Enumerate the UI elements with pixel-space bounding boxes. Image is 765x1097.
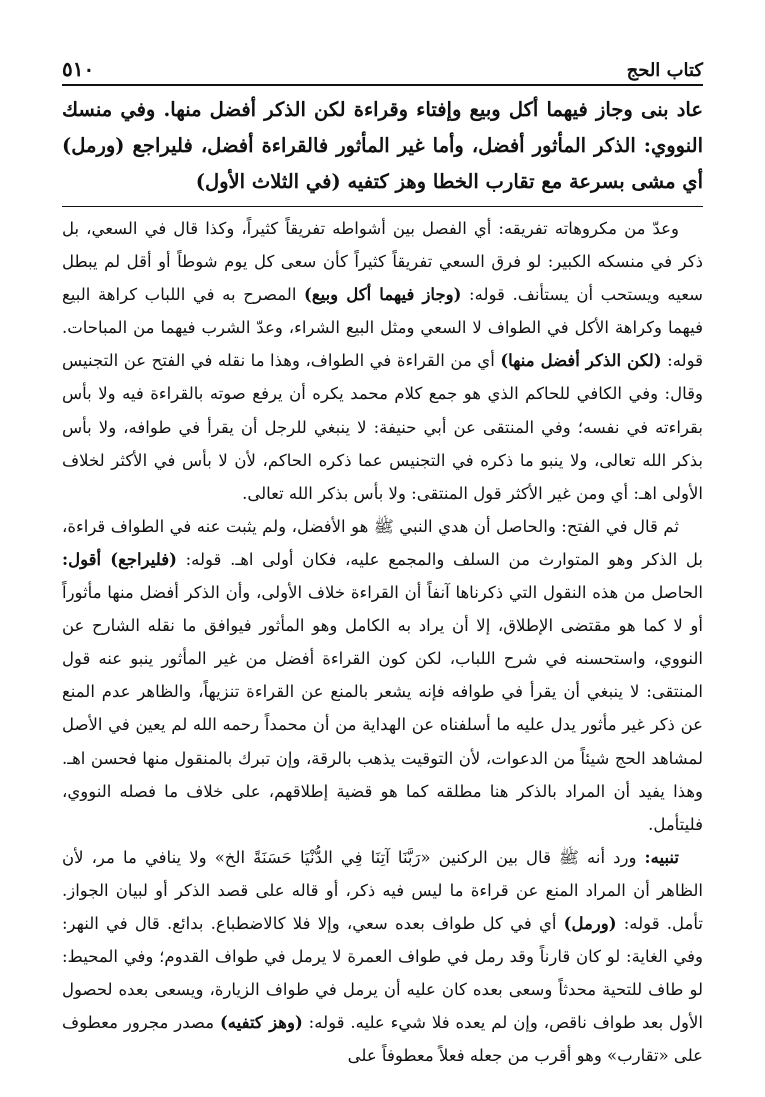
text-run: المصرح به في اللباب كراهة البيع فيهما وكراهة الأكل في الطواف لا السعي ومثل البيع الشراء، وعدّ الشرب فيهما من المباحات. قوله: [62, 285, 703, 371]
matn-paragraph: عاد بنى وجاز فيهما أكل وبيع وإفتاء وقراءة لكن الذكر أفضل منها. وفي منسك النووي: الذكر المأثور أفضل، وأما غير المأثور فالقراءة أفضل، فليراجع (ورمل) أي مشى بسرعة مع تقارب الخطا وهز كتفيه (في الثلاث الأول) [62, 98, 703, 193]
book-title: كتاب الحج [626, 60, 703, 81]
bold-quote: (ورمل) [563, 913, 617, 933]
matn-sharh-divider [62, 206, 703, 207]
page-header [62, 52, 703, 86]
sharh-paragraph [62, 510, 703, 841]
sharh-commentary [62, 212, 703, 1072]
sharh-paragraph [62, 212, 703, 510]
bold-quote: (وجاز فيهما أكل وبيع) [304, 285, 462, 305]
text-run: ورد أنه ﷺ قال بين الركنين «رَبَّنَا آتِنَا فِي الدُّنْيَا حَسَنَةً الخ» ولا ينافي ما مر، لأن الظاهر أن المراد المنع عن قراءة ما ليس فيه ذكر، أو قاله على قصد الذكر أو لبيان الجواز. تأمل. قوله: [62, 847, 703, 933]
bold-quote: (فليراجع) أقول: [62, 549, 177, 569]
bold-quote: تنبيه: [644, 847, 679, 867]
bold-quote: (لكن الذكر أفضل منها) [500, 351, 662, 371]
text-run: مصدر مجرور معطوف على «تقارب» وهو أقرب من جعله فعلاً معطوفاً على [62, 1013, 703, 1066]
text-run: وعدّ من مكروهاته تفريقه: أي الفصل بين أشواطه تفريقاً كثيراً، وكذا قال في السعي، بل ذكر في منسكه الكبير: لو فرق السعي تفريقاً كثيراً كأن سعى كل يوم شوطاً أو أقل لم يبطل سعيه ويستحب أن يستأنف. قوله: [62, 219, 703, 305]
matn-text [62, 92, 703, 200]
text-run: أي من القراءة في الطواف، وهذا ما نقله في الفتح عن التجنيس وقال: وفي الكافي للحاكم الذي هو جمع كلام محمد يكره أن يرفع صوته بالقراءة فيه ولا بأس بقراءته في نفسه؛ وفي المنتقى عن أبي حنيفة: لا ينبغي للرجل أن يقرأ في طوافه، ولا بأس بذكر الله تعالى، ولا ينبو ما ذكره في التجنيس عما ذكره الحاكم، لأن لا بأس في الأكثر لخلاف الأولى اهـ: أي ومن غير الأكثر قول المنتقى: ولا بأس بذكر الله تعالى. [62, 351, 703, 503]
text-run: أي في كل طواف بعده سعي، وإلا فلا كالاضطباع. بدائع. قال في النهر: وفي الغاية: لو كان قارناً وقد رمل في طواف العمرة لا يرمل في طواف القدوم؛ وفي المحيط: لو طاف للتحية محدثاً وسعى بعده كان عليه أن يرمل في طواف الزيارة، ويسعى بعده لحصول الأول بعد طواف ناقص، وإن لم يعده فلا شيء عليه. قوله: [62, 913, 704, 1033]
sharh-paragraph [62, 841, 703, 1073]
bold-quote: (وهز كتفيه) [219, 1013, 303, 1033]
text-run: ثم قال في الفتح: والحاصل أن هدي النبي ﷺ هو الأفضل، ولم يثبت عنه في الطواف قراءة، بل الذكر وهو المتوارث من السلف والمجمع عليه، فكان أولى اهـ. قوله: [62, 516, 703, 569]
page-number: ٥١٠ [62, 57, 95, 81]
text-run: الحاصل من هذه النقول التي ذكرناها آنفاً أن القراءة خلاف الأولى، وأن الذكر أفضل منها مأثوراً أو لا كما هو مقتضى الإطلاق، إلا أن يراد به الكامل وهو المأثور فيوافق ما نقله الشارح عن النووي، واستحسنه في شرح اللباب، لكن كون القراءة أفضل من غير المأثور ينبو عنه قول المنتقى: لا ينبغي أن يقرأ في طوافه فإنه يشعر بالمنع عن القراءة تنزيهاً، والظاهر عدم المنع عن ذكر غير مأثور يدل عليه ما أسلفناه عن الهداية من أن محمداً رحمه الله لم يعين في الأصل لمشاهد الحج شيئاً من الدعوات، لأن التوقيت يذهب بالرقة، وإن تبرك بالمنقول منها فحسن اهـ. وهذا يفيد أن المراد بالذكر هنا مطلقه كما هو قضية إطلاقهم، على خلاف ما فصله النووي، فليتأمل. [62, 583, 703, 834]
